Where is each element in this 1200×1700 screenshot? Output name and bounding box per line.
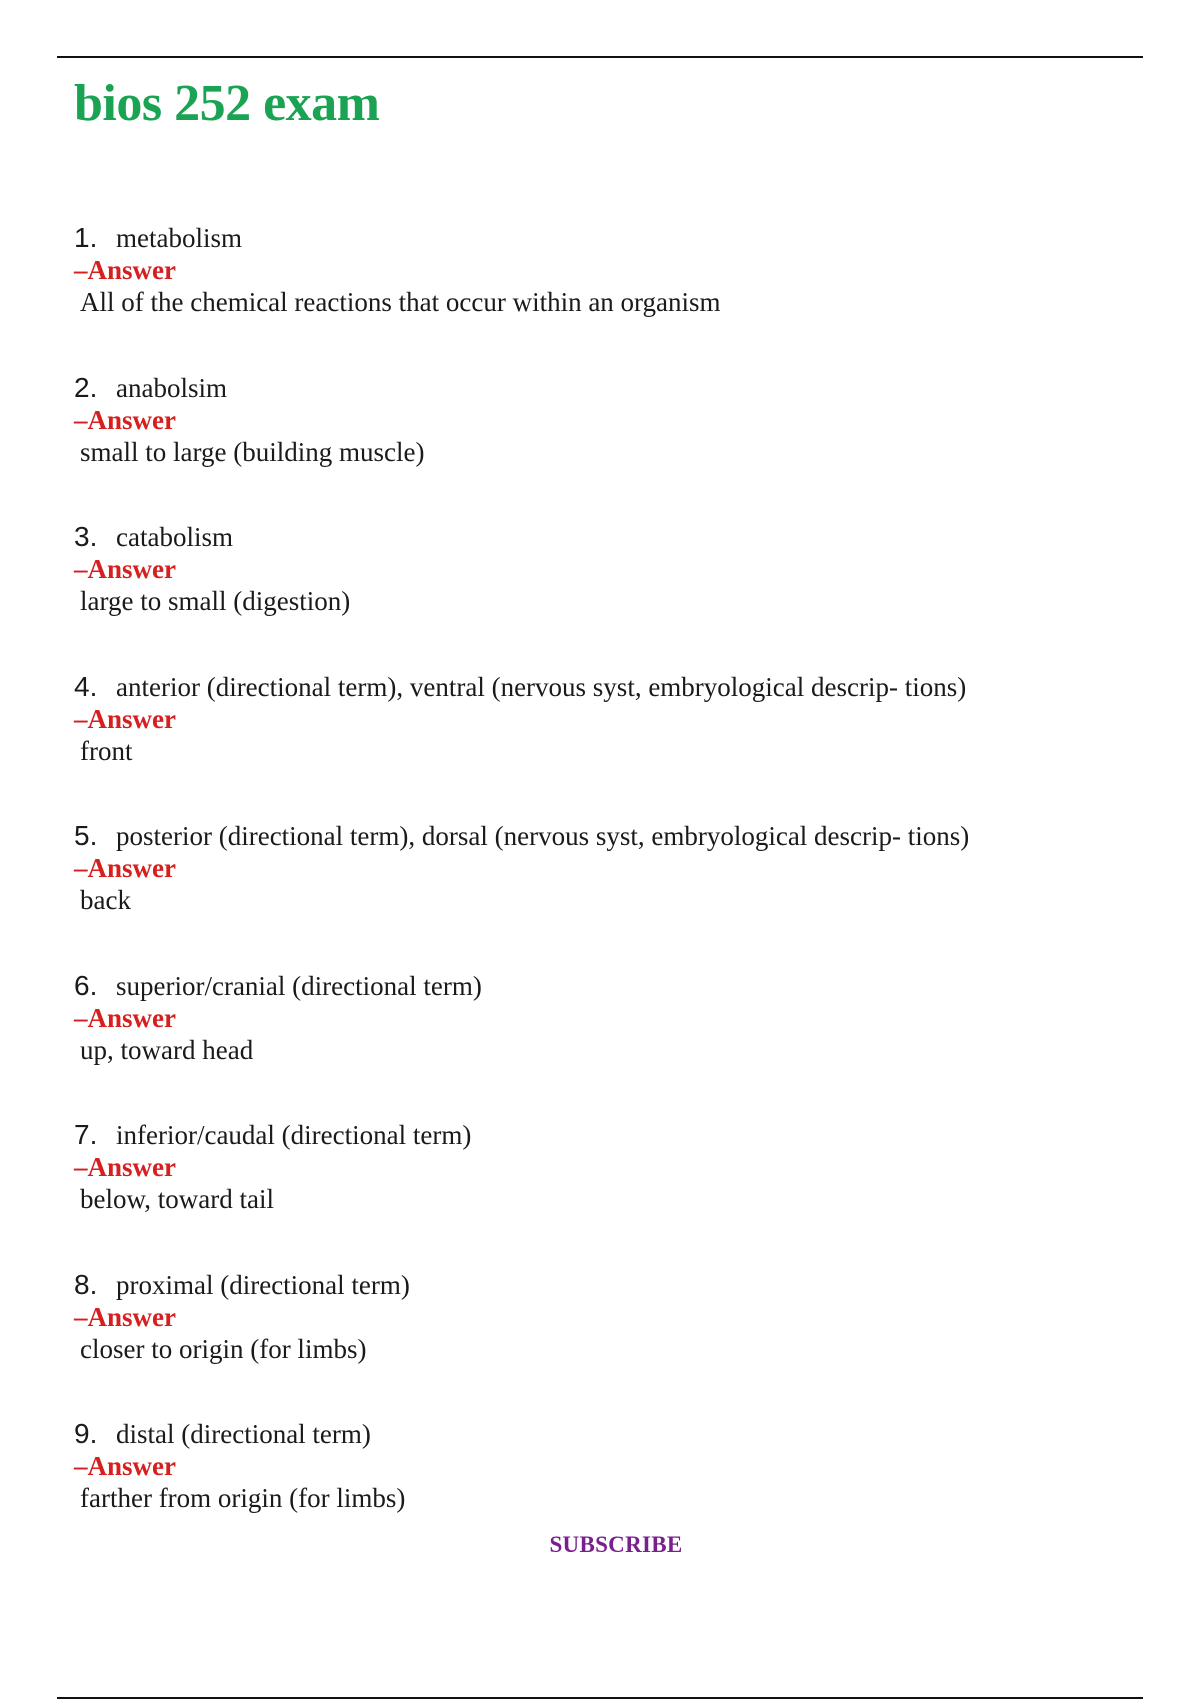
answer-text: up, toward head xyxy=(80,1034,254,1065)
question-term: metabolism xyxy=(116,223,242,253)
answer-label: –Answer xyxy=(74,1002,176,1033)
answer-label: –Answer xyxy=(74,1152,176,1182)
answer-label: –Answer xyxy=(74,703,176,734)
question-term: anabolsim xyxy=(116,372,227,403)
answer-label: –Answer xyxy=(74,404,176,435)
question-term: distal (directional term) xyxy=(116,1419,371,1449)
bottom-rule xyxy=(57,1697,1143,1699)
question-line xyxy=(74,372,1134,404)
question-number: 5. xyxy=(74,820,98,851)
question-item xyxy=(74,671,1134,821)
answer-label: –Answer xyxy=(74,1301,176,1332)
answer-label: –Answer xyxy=(74,1451,176,1481)
page-title: bios 252 exam xyxy=(74,75,380,132)
question-term: proximal (directional term) xyxy=(116,1269,410,1300)
question-term: anterior (directional term), ventral (nervous syst, embryological descrip- tions) xyxy=(116,671,967,702)
question-item xyxy=(74,820,1134,970)
question-line xyxy=(74,1418,1134,1450)
question-number: 6. xyxy=(74,969,98,1001)
answer-text: closer to origin (for limbs) xyxy=(80,1333,367,1364)
question-term: catabolism xyxy=(116,522,233,552)
question-item xyxy=(74,1119,1134,1269)
question-number: 1. xyxy=(74,222,98,253)
question-item xyxy=(74,1269,1134,1419)
subscribe-link[interactable]: SUBSCRIBE xyxy=(549,1532,683,1557)
question-term: inferior/caudal (directional term) xyxy=(116,1120,472,1150)
question-number: 4. xyxy=(74,670,98,702)
question-item xyxy=(74,521,1134,671)
question-number: 8. xyxy=(74,1268,98,1300)
answer-text: below, toward tail xyxy=(80,1184,274,1214)
question-line xyxy=(74,1119,1134,1151)
question-line xyxy=(74,1269,1134,1301)
question-list xyxy=(74,222,1134,1568)
answer-text: back xyxy=(80,885,131,915)
question-number: 7. xyxy=(74,1119,98,1150)
question-line xyxy=(74,521,1134,553)
question-number: 2. xyxy=(74,371,98,403)
question-line xyxy=(74,970,1134,1002)
answer-label: –Answer xyxy=(74,255,176,285)
question-line xyxy=(74,671,1134,703)
answer-text: farther from origin (for limbs) xyxy=(80,1483,406,1513)
answer-text: front xyxy=(80,735,133,766)
question-term: superior/cranial (directional term) xyxy=(116,970,482,1001)
question-item xyxy=(74,970,1134,1120)
answer-text: large to small (digestion) xyxy=(80,586,351,616)
question-item xyxy=(74,222,1134,372)
question-term: posterior (directional term), dorsal (nervous syst, embryological descrip- tions) xyxy=(116,821,970,851)
answer-text: All of the chemical reactions that occur within an organism xyxy=(80,287,721,317)
top-rule xyxy=(57,56,1143,58)
question-line xyxy=(74,222,1134,254)
answer-text: small to large (building muscle) xyxy=(80,436,425,467)
answer-label: –Answer xyxy=(74,853,176,883)
question-item xyxy=(74,372,1134,522)
question-number: 3. xyxy=(74,521,98,552)
question-line xyxy=(74,820,1134,852)
question-number: 9. xyxy=(74,1418,98,1449)
answer-label: –Answer xyxy=(74,554,176,584)
